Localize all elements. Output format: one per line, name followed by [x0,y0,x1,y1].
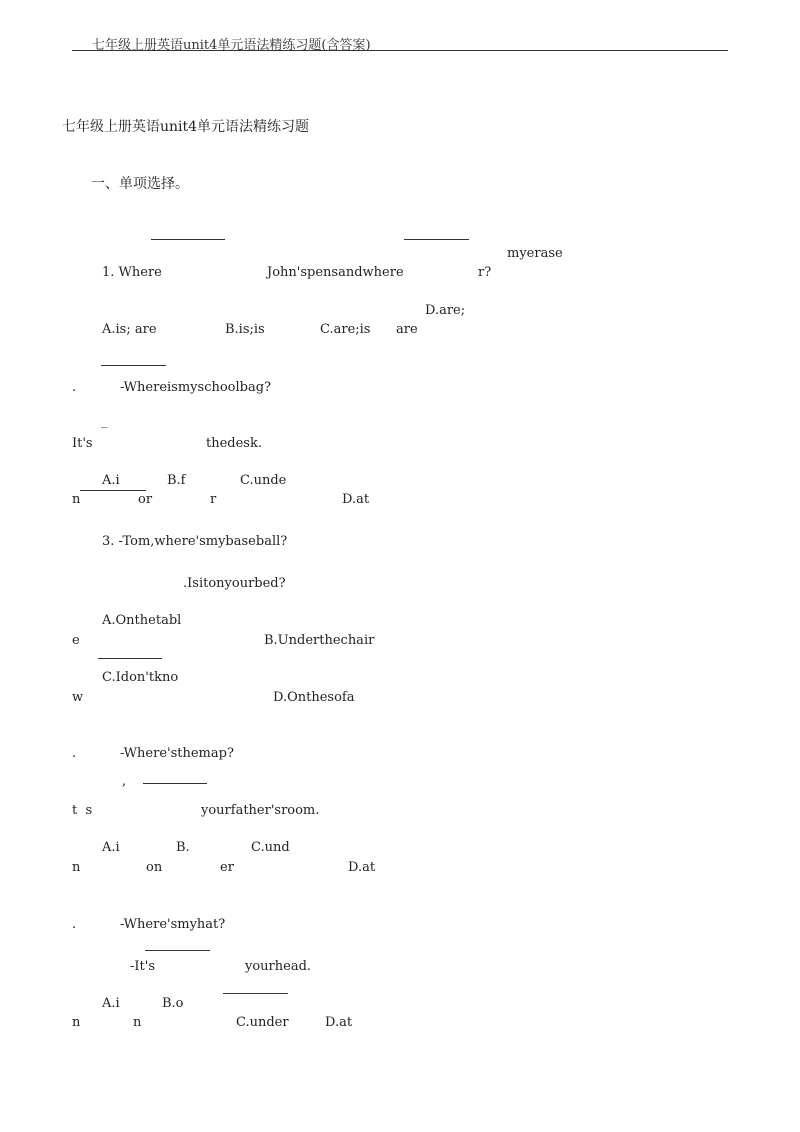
option-d: D.at [325,1015,353,1030]
option-d: D.at [342,492,370,507]
blank-line [101,365,166,366]
option-b: or [138,492,153,507]
option-c: C.Idon'tkno [102,670,179,685]
option-b: B.is;is [225,322,265,337]
option-a: n [72,1015,81,1030]
option-c: C.und [251,840,290,855]
option-b: B. [176,840,190,855]
blank-line [145,950,210,951]
option-b: B.f [167,473,186,488]
answer-line: yourfather'sroom. [201,803,320,818]
option-b: B.Underthechair [264,633,375,648]
blank-line [98,658,162,659]
option-a: A.i [102,473,120,488]
option-a: A.i [102,996,120,1011]
option-d: D.are; [425,303,466,318]
option-a: A.i [102,840,120,855]
option-c: C.are;is [320,322,371,337]
document-title: 七年级上册英语unit4单元语法精练习题 [62,119,310,135]
blank-line [404,239,469,240]
question-stem: 3. -Tom,where'smybaseball? [102,534,288,549]
option-b: on [146,860,163,875]
option-c: er [220,860,234,875]
question-number: . [72,917,77,932]
question-stem: -Whereismyschoolbag? [120,380,272,395]
blank-line [151,239,225,240]
option-a: A.Onthetabl [102,613,182,628]
option-a: n [72,860,81,875]
question-stem: 1. Where [102,265,162,280]
option-c: C.unde [240,473,287,488]
option-b: B.o [162,996,184,1011]
option-c: r [210,492,217,507]
option-c: C.under [236,1015,289,1030]
question-fragment: myerase [507,246,563,261]
question-stem: -Where'sthemap? [120,746,234,761]
blank-line [80,490,146,491]
answer-line: t s [72,803,93,818]
answer-line: thedesk. [206,436,262,451]
answer-line: It's [72,436,93,451]
question-stem: r? [478,265,492,280]
option-a: n [72,492,81,507]
answer-comma: , [122,774,127,789]
running-header: 七年级上册英语unit4单元语法精练习题(含答案) [92,38,371,53]
blank-line [223,993,288,994]
option-c: are [396,322,418,337]
blank-line [143,783,207,784]
question-number: . [72,380,77,395]
option-a: A.is; are [102,322,157,337]
answer-line: -It's [130,959,155,974]
answer-dash: _ [101,414,108,429]
answer-line: yourhead. [245,959,312,974]
question-stem: -Where'smyhat? [120,917,226,932]
question-number: . [72,746,77,761]
question-stem: John'spensandwhere [267,265,404,280]
option-c: w [72,690,84,705]
option-d: D.at [348,860,376,875]
option-b: n [133,1015,142,1030]
option-d: D.Onthesofa [273,690,355,705]
option-a: e [72,633,80,648]
question-follow: .Isitonyourbed? [183,576,286,591]
section-heading: 一、单项选择。 [91,176,189,192]
